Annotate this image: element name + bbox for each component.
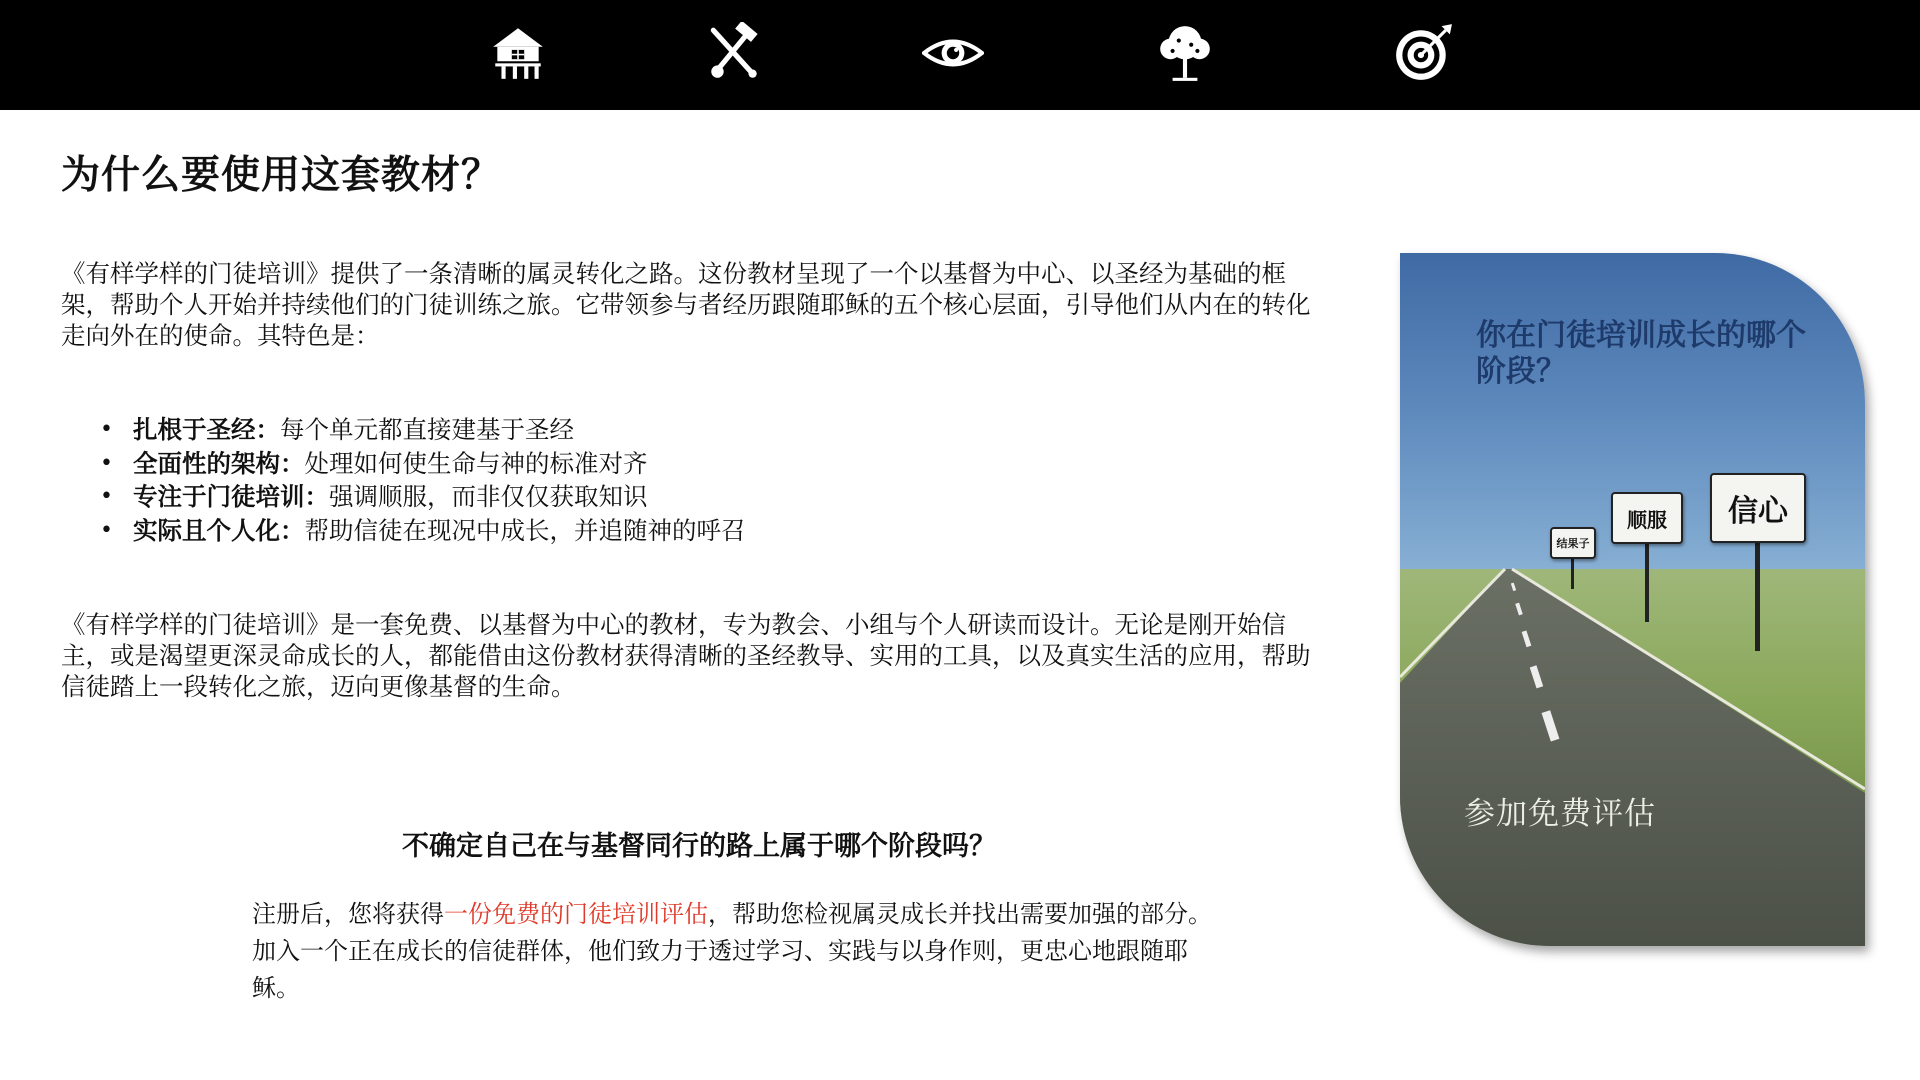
feature-desc: 处理如何使生命与神的标准对齐	[304, 448, 648, 478]
list-item	[100, 514, 1200, 548]
cta-body-start: 注册后，您将获得	[252, 900, 444, 928]
sign-post	[1755, 543, 1760, 651]
tree-icon[interactable]	[1154, 22, 1216, 84]
card-title: 你在门徒培训成长的哪个阶段？	[1476, 318, 1806, 389]
take-assessment-button[interactable]: 参加免费评估	[1464, 796, 1656, 832]
sign-obedience: 顺服	[1611, 492, 1683, 544]
sign-faith: 信心	[1710, 473, 1806, 543]
list-item	[100, 480, 1200, 514]
free-assessment-link[interactable]: 一份免费的门徒培训评估	[444, 900, 708, 928]
top-navigation-bar	[0, 0, 1920, 110]
target-icon[interactable]	[1392, 22, 1454, 84]
page-title: 为什么要使用这套教材？	[61, 153, 502, 198]
house-icon[interactable]	[487, 22, 549, 84]
assessment-promo-card[interactable]	[1400, 253, 1865, 946]
feature-term: 实际且个人化：	[133, 515, 305, 545]
feature-desc: 每个单元都直接建基于圣经	[280, 415, 574, 444]
tools-icon[interactable]	[703, 22, 765, 84]
cta-body-end: ，帮助您检视属灵成长并找出需要加强的部分。加入一个正在成长的信徒群体，他们致力于透过学习、实践与以身作则，更忠心地跟随耶稣。	[252, 900, 1212, 1002]
intro-paragraph: 《有样学样的门徒培训》提供了一条清晰的属灵转化之路。这份教材呈现了一个以基督为中心、以圣经为基础的框架，帮助个人开始并持续他们的门徒训练之旅。它带领参与者经历跟随耶稣的五个核心层面，引导他们从内在的转化走向外在的使命。其特色是：	[61, 259, 1311, 350]
feature-desc: 强调顺服，而非仅仅获取知识	[329, 482, 648, 511]
cta-body	[252, 896, 1232, 1007]
feature-term: 扎根于圣经：	[133, 415, 280, 444]
list-item	[100, 413, 1200, 447]
feature-desc: 帮助信徒在现况中成长，并追随神的呼召	[304, 515, 746, 545]
feature-list	[100, 413, 1200, 547]
eye-icon[interactable]	[922, 22, 984, 84]
sign-fruit: 结果子	[1550, 527, 1596, 559]
sign-post	[1645, 544, 1649, 622]
feature-term: 专注于门徒培训：	[133, 482, 329, 511]
feature-term: 全面性的架构：	[133, 448, 305, 478]
summary-paragraph: 《有样学样的门徒培训》是一套免费、以基督为中心的教材，专为教会、小组与个人研读而设计。无论是刚开始信主，或是渴望更深灵命成长的人，都能借由这份教材获得清晰的圣经教导、实用的工具，以及真实生活的应用，帮助信徒踏上一段转化之旅，迈向更像基督的生命。	[61, 610, 1311, 701]
sign-post	[1571, 559, 1574, 589]
cta-heading: 不确定自己在与基督同行的路上属于哪个阶段吗？	[402, 831, 996, 862]
list-item	[100, 447, 1200, 481]
